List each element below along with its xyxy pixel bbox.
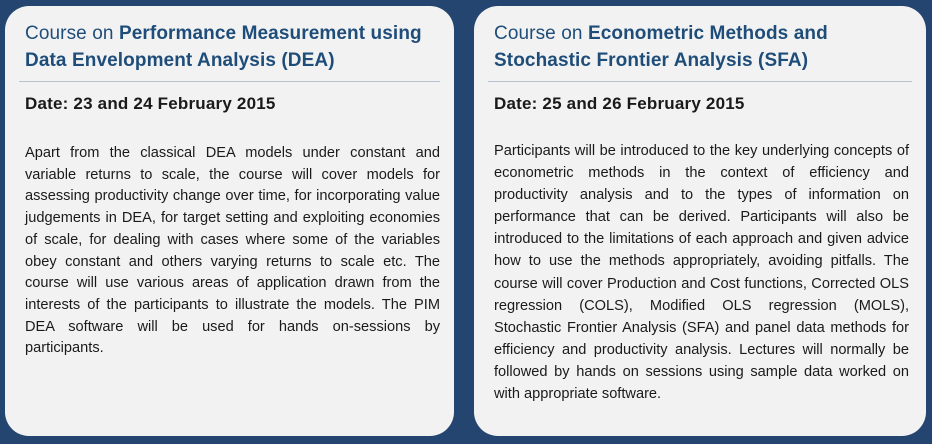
course-title-name: Performance Measurement using Data Envelopment Analysis (DEA) (25, 23, 422, 71)
course-title-name: Econometric Methods and Stochastic Frontier Analysis (SFA) (494, 23, 828, 71)
course-title-prefix: Course on (25, 23, 119, 44)
course-card-dea (5, 6, 454, 436)
course-title-prefix: Course on (494, 23, 588, 44)
course-description: Apart from the classical DEA models under constant and variable returns to scale, the course will cover models for assessing productivity change over time, for incorporating value judgements in DEA, for target setting and exploiting economies of scale, for dealing with cases where some of the variables obey constant and others varying returns to scale etc. The course will use various areas of application drawn from the interests of the participants to illustrate the models. The PIM DEA software will be used for hands on-sessions by participants. (25, 145, 440, 357)
course-date: Date: 23 and 24 February 2015 (25, 94, 276, 113)
course-card-sfa (474, 6, 926, 436)
course-title (25, 20, 440, 74)
title-divider (488, 81, 912, 82)
title-divider (19, 81, 440, 82)
course-title (494, 20, 912, 74)
course-date: Date: 25 and 26 February 2015 (494, 94, 745, 113)
course-description: Participants will be introduced to the key underlying concepts of econometric methods in the context of efficiency and productivity analysis and to the types of information on performance that can be derived. Participants will also be introduced to the limitations of each approach and given advice how to use the methods appropriately, avoiding pitfalls. The course will cover Production and Cost functions, Corrected OLS regression (COLS), Modified OLS regression (MOLS), Stochastic Frontier Analysis (SFA) and panel data methods for efficiency and productivity analysis. Lectures will normally be followed by hands on sessions using sample data worked on with appropriate software. (494, 143, 909, 403)
